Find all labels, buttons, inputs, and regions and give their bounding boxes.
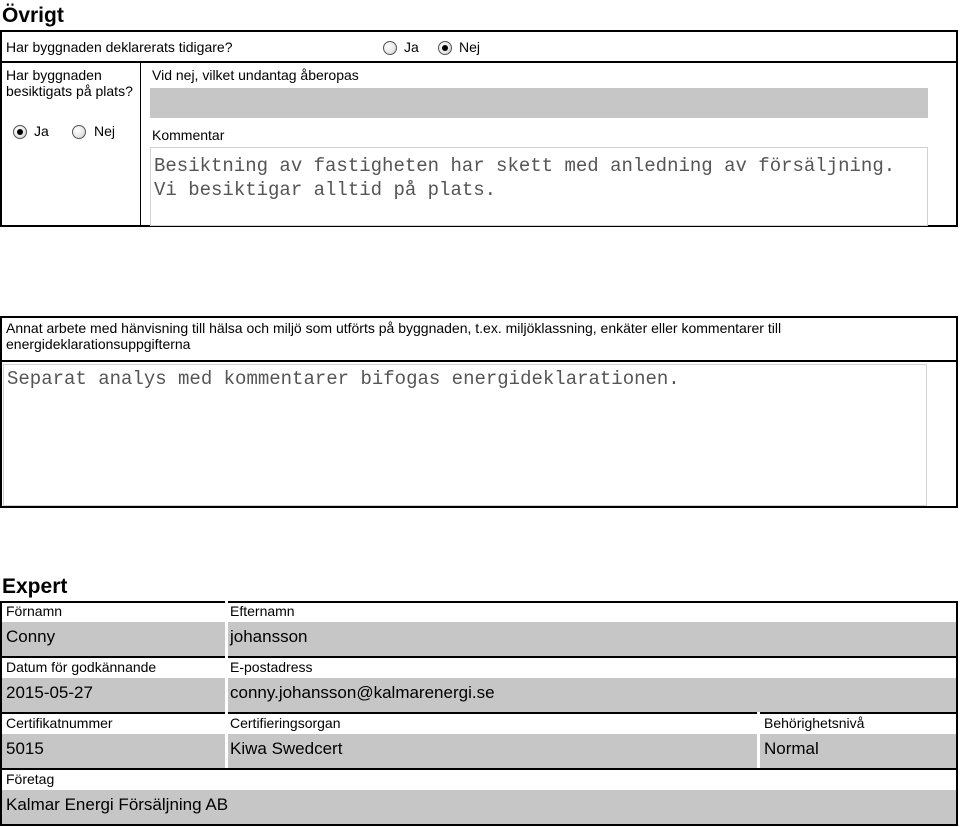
inspected-no-radio[interactable] xyxy=(72,125,86,139)
declared-no-radio[interactable] xyxy=(438,41,452,55)
column-gap xyxy=(757,712,760,768)
comment-field[interactable] xyxy=(150,147,928,226)
other-work-field[interactable] xyxy=(3,364,927,506)
name-bar xyxy=(2,622,956,656)
level-label: Behörighetsnivå xyxy=(764,715,865,731)
last-name-label: Efternamn xyxy=(230,603,295,619)
last-name-field[interactable]: johansson xyxy=(230,627,308,646)
declared-no-label: Nej xyxy=(459,39,481,55)
divider xyxy=(0,656,958,658)
company-field[interactable]: Kalmar Energi Försäljning AB xyxy=(6,795,229,814)
declared-question: Har byggnaden deklarerats tidigare? xyxy=(6,39,233,55)
section-heading-expert: Expert xyxy=(2,575,68,598)
other-work-label: Annat arbete med hänvisning till hälsa och miljö som utförts på byggnaden, t.ex. miljöklassning, enkäter eller kommentarer till energideklarationsuppgifterna xyxy=(6,320,782,352)
declared-yes-radio[interactable] xyxy=(383,41,397,55)
inspected-yes-label: Ja xyxy=(34,123,49,139)
inspected-no-label: Nej xyxy=(94,123,116,139)
section-heading-ovrigt: Övrigt xyxy=(2,4,64,27)
cert-body-field[interactable]: Kiwa Swedcert xyxy=(230,739,343,758)
divider xyxy=(0,712,958,714)
first-name-label: Förnamn xyxy=(6,603,63,619)
comment-text: Besiktning av fastigheten har skett med anledning av försäljning. Vi besiktigar alltid på plats. xyxy=(154,155,896,201)
divider xyxy=(140,61,141,227)
comment-label: Kommentar xyxy=(152,127,225,143)
declared-yes-label: Ja xyxy=(404,39,419,55)
first-name-field[interactable]: Conny xyxy=(6,627,56,646)
exception-label: Vid nej, vilket undantag åberopas xyxy=(152,67,359,83)
other-work-text: Separat analys med kommentarer bifogas energideklarationen. xyxy=(7,368,680,390)
exception-field[interactable] xyxy=(150,88,928,118)
divider xyxy=(0,360,958,362)
divider xyxy=(0,768,958,770)
email-field[interactable]: conny.johansson@kalmarenergi.se xyxy=(230,683,495,702)
approval-date-label: Datum för godkännande xyxy=(6,659,157,675)
approval-date-field[interactable]: 2015-05-27 xyxy=(6,683,93,702)
cert-body-label: Certifieringsorgan xyxy=(230,715,341,731)
inspected-question: Har byggnaden besiktigats på plats? xyxy=(6,67,133,99)
company-label: Företag xyxy=(6,771,55,787)
email-label: E-postadress xyxy=(230,659,313,675)
inspected-yes-radio[interactable] xyxy=(13,125,27,139)
cert-number-field[interactable]: 5015 xyxy=(6,739,44,758)
divider xyxy=(0,61,958,63)
cert-number-label: Certifikatnummer xyxy=(6,715,113,731)
column-gap xyxy=(225,601,228,768)
level-field[interactable]: Normal xyxy=(764,739,819,758)
